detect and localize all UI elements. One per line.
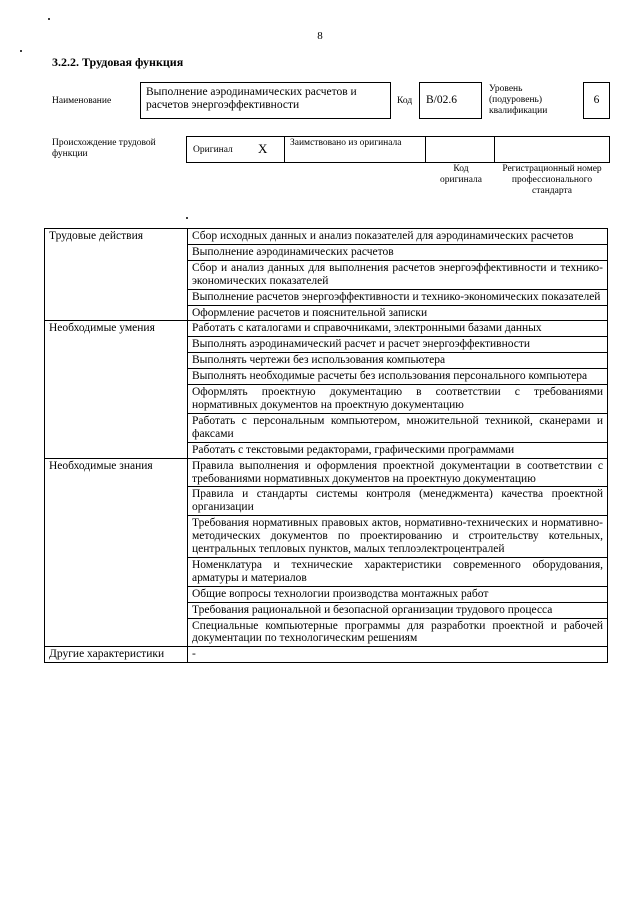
level-label: Уровень (подуровень) квалификации xyxy=(489,84,548,116)
original-code-caption: Код оригинала xyxy=(440,164,482,185)
section-title: 3.2.2. Трудовая функция xyxy=(52,55,184,69)
item-cell: Выполнение расчетов энергоэффективности и технико-экономических показателей xyxy=(188,289,608,305)
item-cell: Специальные компьютерные программы для разработки проектной и рабочей документации по технологическим решениям xyxy=(188,618,608,647)
scan-dot xyxy=(20,50,22,52)
scan-dot xyxy=(48,18,50,20)
item-cell: Работать с каталогами и справочниками, электронными базами данных xyxy=(188,321,608,337)
item-cell: Выполнение аэродинамических расчетов xyxy=(188,244,608,260)
labor-function-table xyxy=(44,228,608,663)
item-cell: Сбор и анализ данных для выполнения расчетов энергоэффективности и технико-экономических показателей xyxy=(188,260,608,289)
category-cell: Необходимые знания xyxy=(45,458,188,647)
scan-dot xyxy=(186,217,188,219)
item-cell: Правила выполнения и оформления проектной документации в соответствии с требованиями нормативных документов на проектную документацию xyxy=(188,458,608,487)
origin-divider xyxy=(425,136,426,163)
item-cell: Сбор исходных данных и анализ показателей для аэродинамических расчетов xyxy=(188,229,608,245)
origin-divider xyxy=(494,136,495,163)
category-cell: Трудовые действия xyxy=(45,229,188,321)
code-box xyxy=(419,82,482,119)
origin-label: Происхождение трудовой функции xyxy=(52,138,156,159)
category-cell: Другие характеристики xyxy=(45,647,188,663)
item-cell: Выполнять аэродинамический расчет и расчет энергоэффективности xyxy=(188,337,608,353)
item-cell: Работать с текстовыми редакторами, графическими программами xyxy=(188,442,608,458)
original-label: Оригинал xyxy=(193,145,233,155)
name-label: Наименование xyxy=(52,96,112,106)
item-cell: Выполнять необходимые расчеты без использования персонального компьютера xyxy=(188,369,608,385)
item-cell: Требования нормативных правовых актов, нормативно-технических и нормативно-методических документов по проектированию и строительству котельных, центральных тепловых пунктов, малых теплоэлектроцентралей xyxy=(188,516,608,558)
item-cell: Оформлять проектную документацию в соответствии с требованиями нормативных документов на проектную документацию xyxy=(188,385,608,414)
page-number: 8 xyxy=(317,30,323,42)
item-cell: - xyxy=(188,647,608,663)
item-cell: Работать с персональным компьютером, множительной техникой, сканерами и факсами xyxy=(188,413,608,442)
level-box xyxy=(583,82,610,119)
origin-divider xyxy=(284,136,285,163)
level-value: 6 xyxy=(593,94,600,106)
original-mark: X xyxy=(258,141,268,156)
reg-number-caption: Регистрационный номер профессионального стандарта xyxy=(502,164,602,196)
category-cell: Необходимые умения xyxy=(45,321,188,458)
item-cell: Номенклатура и технические характеристики современного оборудования, арматуры и материалов xyxy=(188,557,608,586)
code-label: Код xyxy=(397,96,413,106)
table-row xyxy=(45,321,608,337)
name-box xyxy=(140,82,391,119)
code-value: В/02.6 xyxy=(426,94,457,106)
item-cell: Требования рациональной и безопасной организации трудового процесса xyxy=(188,602,608,618)
name-value: Выполнение аэродинамических расчетов и расчетов энергоэффективности xyxy=(146,86,357,111)
table-row xyxy=(45,229,608,245)
item-cell: Оформление расчетов и пояснительной записки xyxy=(188,305,608,321)
item-cell: Выполнять чертежи без использования компьютера xyxy=(188,353,608,369)
borrowed-label: Заимствовано из оригинала xyxy=(290,138,402,148)
table-row xyxy=(45,647,608,663)
item-cell: Правила и стандарты системы контроля (менеджмента) качества проектной организации xyxy=(188,487,608,516)
table-row xyxy=(45,458,608,487)
item-cell: Общие вопросы технологии производства монтажных работ xyxy=(188,586,608,602)
